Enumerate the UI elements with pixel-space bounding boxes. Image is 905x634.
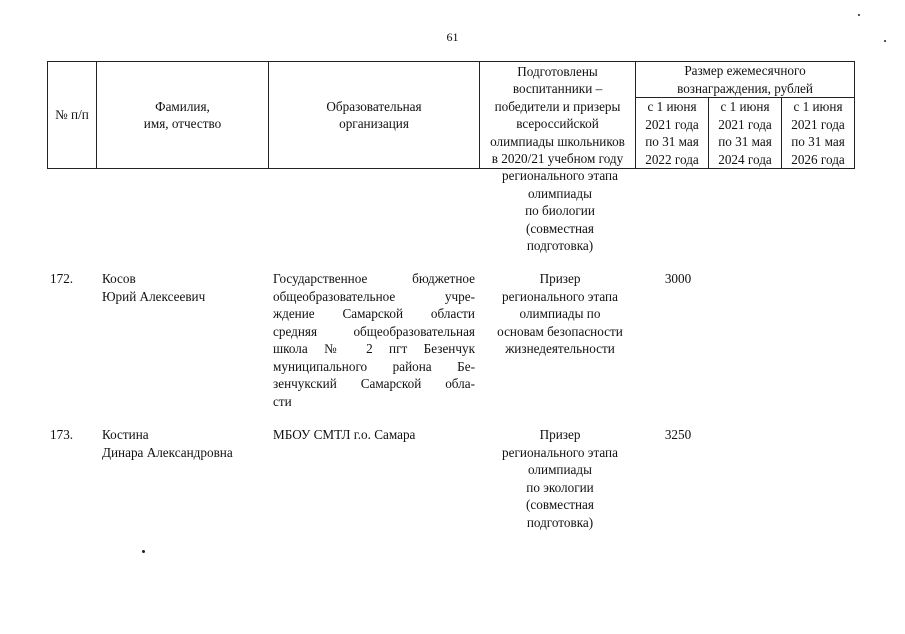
scan-speck [142, 550, 145, 553]
scan-speck [884, 40, 886, 42]
header-period-2026: с 1 июня 2021 года по 31 мая 2026 года [782, 98, 855, 169]
row-competition: Призер регионального этапа олимпиады по основам безопасности жизнедеятельности [497, 271, 623, 356]
header-name: Фамилия, имя, отчество [97, 62, 269, 169]
row-organization: Государственное бюджетное общеобразовательное учре- ждение Самарской области средняя общеобразовательная школа № 2 пгт Безенчук муниципального района Бе- зенчукский Самарской обла- сти [273, 271, 475, 409]
row-competition: Призер регионального этапа олимпиады по экологии (совместная подготовка) [502, 427, 618, 530]
header-prepared: Подготовлены воспитанники – победители и призеры всероссийской олимпиады школьников в 2020/21 учебном году [480, 62, 636, 169]
header-number: № п/п [48, 62, 97, 169]
continuation-competition: регионального этапа олимпиады по биологии (совместная подготовка) [502, 168, 618, 253]
row-name: Косов Юрий Алексеевич [102, 271, 206, 304]
row-name: Костина Динара Александровна [102, 427, 233, 460]
header-organization: Образовательная организация [269, 62, 480, 169]
row-number: 173. [50, 427, 74, 442]
row-amount: 3000 [664, 271, 692, 286]
table-header [47, 61, 855, 169]
header-reward-title: Размер ежемесячного вознаграждения, рублей [636, 62, 855, 98]
scan-speck [858, 14, 860, 16]
header-period-2024: с 1 июня 2021 года по 31 мая 2024 года [709, 98, 782, 169]
row-number: 172. [50, 271, 74, 286]
header-period-2022: с 1 июня 2021 года по 31 мая 2022 года [636, 98, 709, 169]
page-number: 61 [446, 30, 459, 44]
row-amount: 3250 [664, 427, 692, 442]
row-organization: МБОУ СМТЛ г.о. Самара [273, 427, 416, 442]
